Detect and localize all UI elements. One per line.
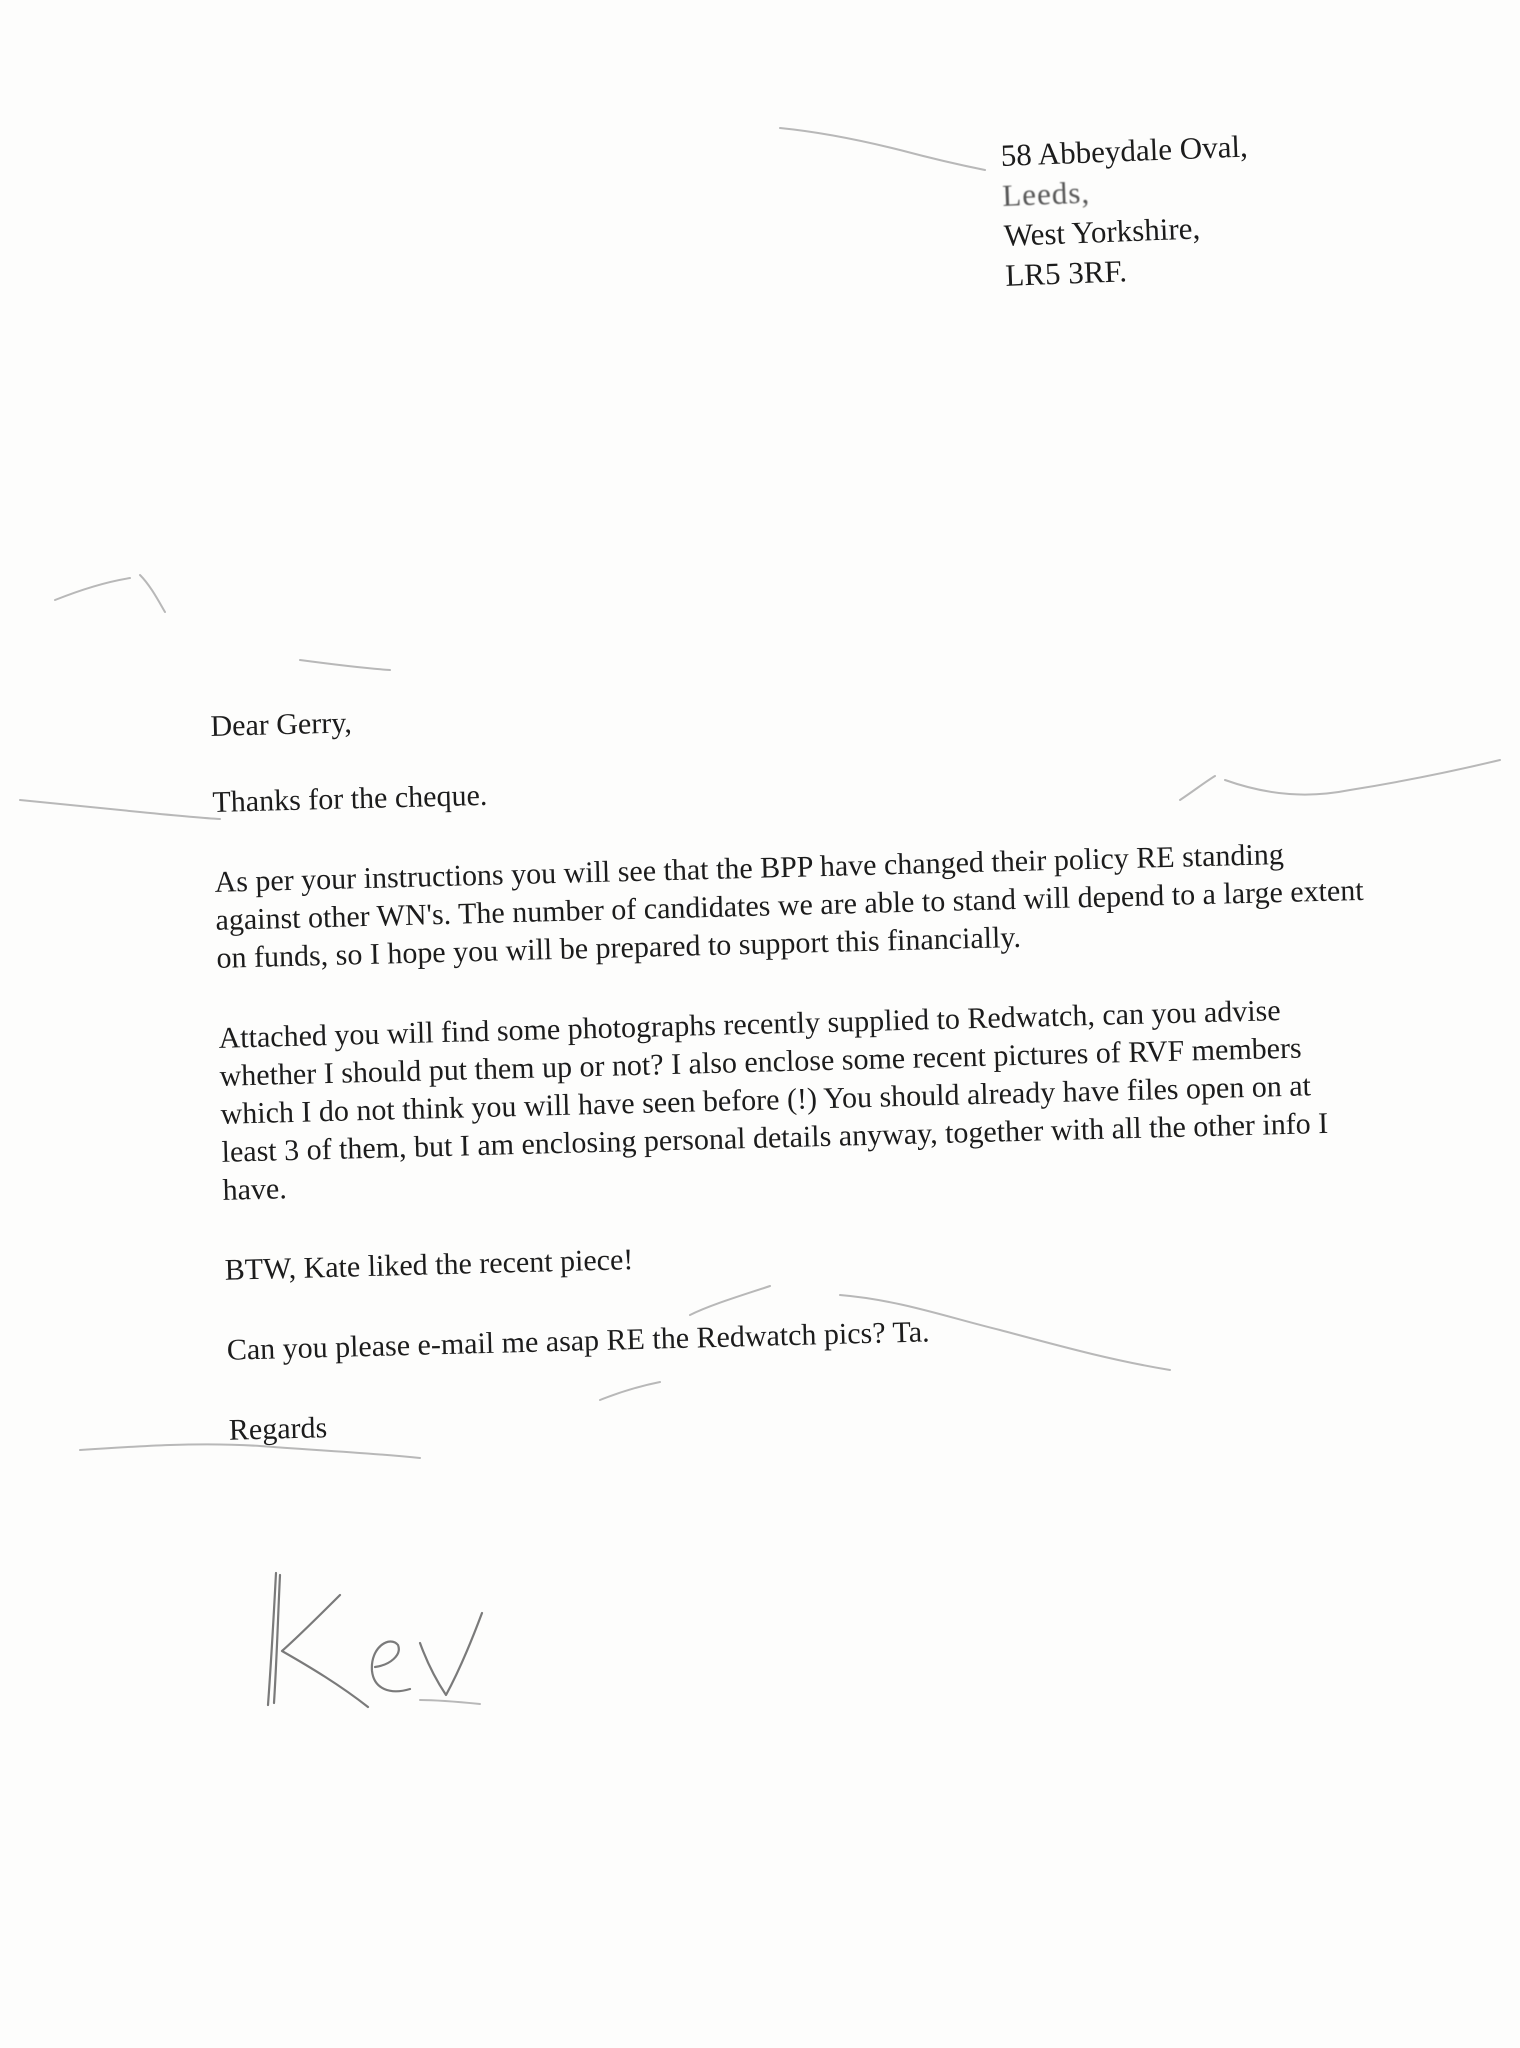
paragraph-policy: As per your instructions you will see that the BPP have changed their policy RE standing against other WN's. The number of candidates we are able to stand will depend to a large extent on funds, so I hope you will be prepared to support this financially.	[214, 837, 1364, 975]
address-street: 58 Abbeydale Oval,	[1000, 128, 1249, 173]
letter-body	[210, 678, 1380, 1492]
paragraph-thanks: Thanks for the cheque.	[212, 778, 488, 819]
sender-address	[1000, 124, 1326, 296]
salutation: Dear Gerry,	[210, 706, 353, 743]
paragraph-request: Can you please e-mail me asap RE the Redwatch pics? Ta.	[226, 1315, 930, 1367]
address-city: Leeds,	[1001, 174, 1091, 213]
address-postcode: LR5 3RF.	[1004, 253, 1128, 293]
handwritten-signature	[250, 1555, 510, 1725]
paragraph-btw: BTW, Kate liked the recent piece!	[224, 1243, 634, 1287]
closing: Regards	[228, 1411, 328, 1447]
paragraph-photographs: Attached you will find some photographs recently supplied to Redwatch, can you advise whether I should put them up or not? I also enclose some recent pictures of RVF members which I do not think you will have seen before (!) You should already have files open on at least 3 of them, but I am enclosing personal details anyway, together with all the other info I have.	[218, 994, 1329, 1207]
address-county: West Yorkshire,	[1003, 210, 1201, 253]
